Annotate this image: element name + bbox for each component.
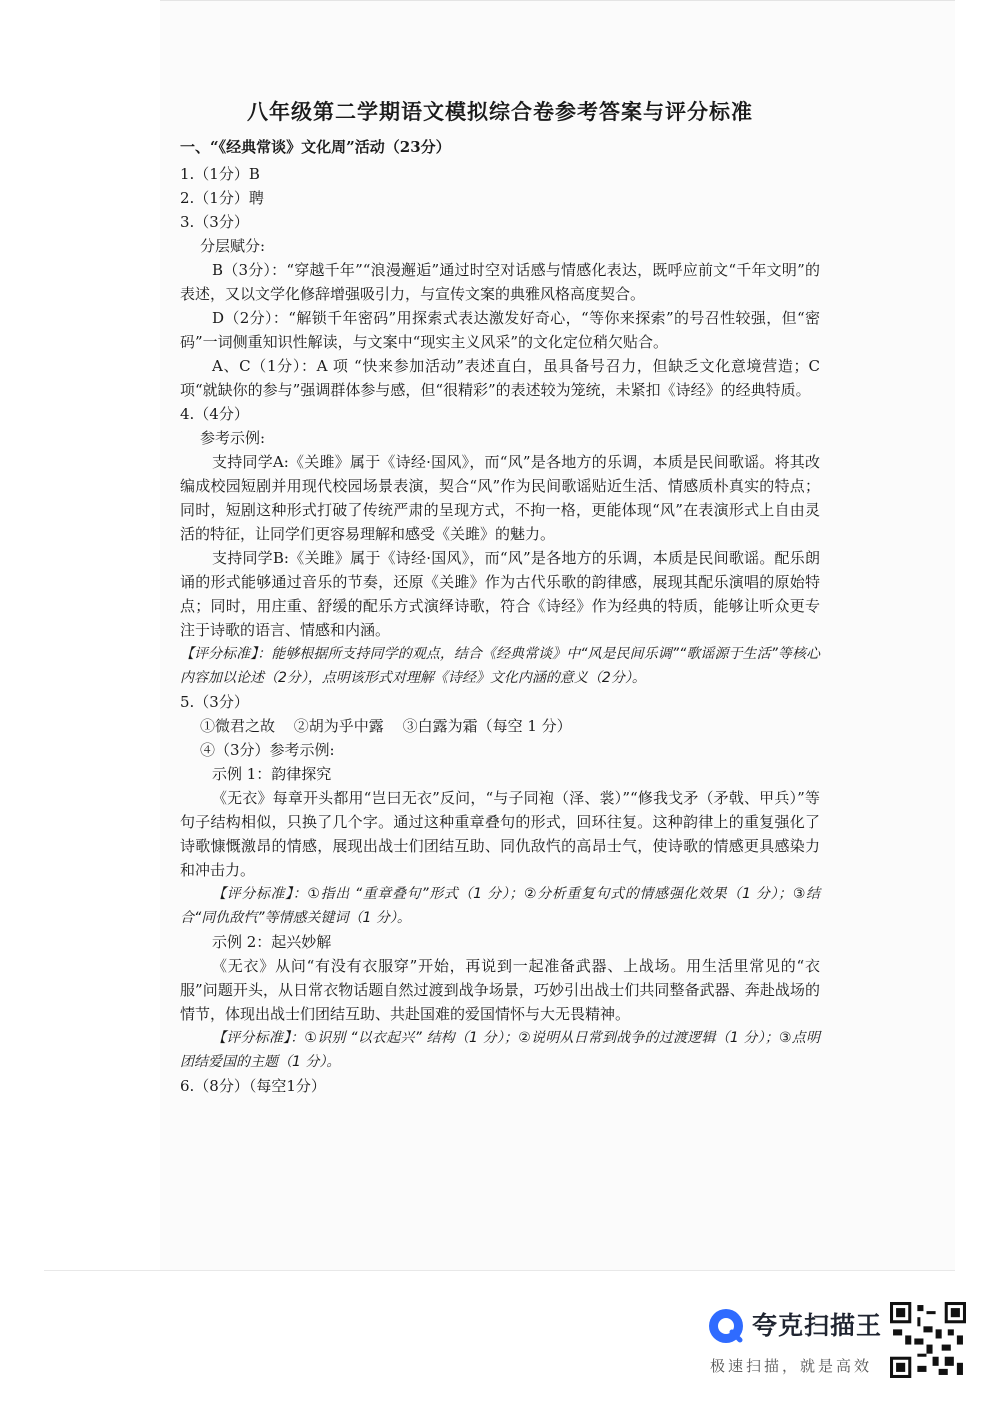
answer-q5-blanks <box>180 714 820 738</box>
quark-logo-icon <box>706 1306 746 1346</box>
document-content <box>180 96 820 1098</box>
answer-q5-blank-3: ③白露为霜（每空 1 分） <box>402 717 572 735</box>
answer-q3-sub: 分层赋分: <box>200 237 266 255</box>
answer-q5-example2-title: 示例 2：起兴妙解 <box>212 933 332 951</box>
brand-name: 夸克扫描王 <box>752 1311 883 1340</box>
answer-q3-d: D（2分）：“解锁千年密码”用探索式表达激发好奇心，“等你来探索”的号召性较强，但“密码”一词侧重知识性解读，与文案中“现实主义风采”的文化定位稍欠贴合。 <box>180 309 820 351</box>
page-top-edge <box>160 0 955 1</box>
answer-q3-b: B（3分）：“穿越千年”“浪漫邂逅”通过时空对话感与情感化表达，既呼应前文“千年文明”的表述，又以文学化修辞增强吸引力，与宣传文案的典雅风格高度契合。 <box>180 261 820 303</box>
qr-code-icon <box>890 1302 966 1378</box>
answer-q5-example2-criteria: 【评分标准】：①识别 “以衣起兴” 结构（1 分）；②说明从日常到战争的过渡逻辑（1 分）；③点明团结爱国的主题（1 分）。 <box>180 1030 820 1070</box>
answer-q4-heading: 4.（4分） <box>180 405 249 423</box>
document-title: 八年级第二学期语文模拟综合卷参考答案与评分标准 <box>247 99 753 124</box>
scanner-watermark <box>700 1300 900 1380</box>
answer-q5-part4: ④（3分）参考示例: <box>200 741 335 759</box>
answer-q4-criteria: 【评分标准】：能够根据所支持同学的观点，结合《经典常谈》中“风是民间乐调”“歌谣源于生活”等核心内容加以论述（2分），点明该形式对理解《诗经》文化内涵的意义（2分）。 <box>180 646 820 686</box>
answer-q5-example1-title: 示例 1：韵律探究 <box>212 765 332 783</box>
answer-q4-student-a: 支持同学A:《关雎》属于《诗经·国风》，而“风”是各地方的乐调，本质是民间歌谣。将其改编成校园短剧并用现代校园场景表演，契合“风”作为民间歌谣贴近生活、情感质朴真实的特点；同时，短剧这种形式打破了传统严肃的呈现方式，不拘一格，更能体现“风”在表演形式上自由灵活的特征，让同学们更容易理解和感受《关雎》的魅力。 <box>180 453 820 543</box>
answer-q1: 1.（1分）B <box>180 165 260 183</box>
brand-slogan: 极速扫描，就是高效 <box>710 1357 873 1375</box>
answer-q3-ac: A、C（1分）：A 项 “快来参加活动”表述直白，虽具备号召力，但缺乏文化意境营造；C 项“就缺你的参与”强调群体参与感，但“很精彩”的表述较为笼统，未紧扣《诗经》的经典特质。 <box>180 357 820 399</box>
section-heading-1: 一、“《经典常谈》文化周”活动（23分） <box>180 138 451 156</box>
answer-q6-heading: 6.（8分）（每空1分） <box>180 1077 326 1095</box>
answer-q3-heading: 3.（3分） <box>180 213 249 231</box>
answer-q4-sub: 参考示例: <box>200 429 266 447</box>
answer-q4-student-b: 支持同学B:《关雎》属于《诗经·国风》，而“风”是各地方的乐调，本质是民间歌谣。配乐朗诵的形式能够通过音乐的节奏，还原《关雎》作为古代乐歌的韵律感，展现其配乐演唱的原始特点；同时，用庄重、舒缓的配乐方式演绎诗歌，符合《诗经》作为经典的特质，能够让听众更专注于诗歌的语言、情感和内涵。 <box>180 549 820 639</box>
answer-q5-example1-text: 《无衣》每章开头都用“岂曰无衣”反问，“与子同袍（泽、裳）”“修我戈矛（矛戟、甲兵）”等句子结构相似，只换了几个字。通过这种重章叠句的形式，回环往复。这种韵律上的重复强化了诗歌慷慨激昂的情感，展现出战士们团结互助、同仇敌忾的高昂士气，使诗歌的情感更具感染力和冲击力。 <box>180 789 820 879</box>
answer-q5-example1-criteria: 【评分标准】：①指出 “重章叠句”形式（1 分）；②分析重复句式的情感强化效果（1 分）；③结合“同仇敌忾”等情感关键词（1 分）。 <box>180 886 820 926</box>
answer-q5-heading: 5.（3分） <box>180 693 249 711</box>
answer-q5-blank-2: ②胡为乎中露 <box>293 717 384 735</box>
answer-q2: 2.（1分）聘 <box>180 189 264 207</box>
answer-q5-example2-text: 《无衣》从问“有没有衣服穿”开始，再说到一起准备武器、上战场。用生活里常见的“衣服”问题开头，从日常衣物话题自然过渡到战争场景，巧妙引出战士们共同整备武器、奔赴战场的情节，体现出战士们团结互助、共赴国难的爱国情怀与大无畏精神。 <box>180 957 820 1023</box>
answer-q5-blank-1: ①微君之故 <box>200 717 276 735</box>
page-bottom-edge <box>44 1270 955 1271</box>
